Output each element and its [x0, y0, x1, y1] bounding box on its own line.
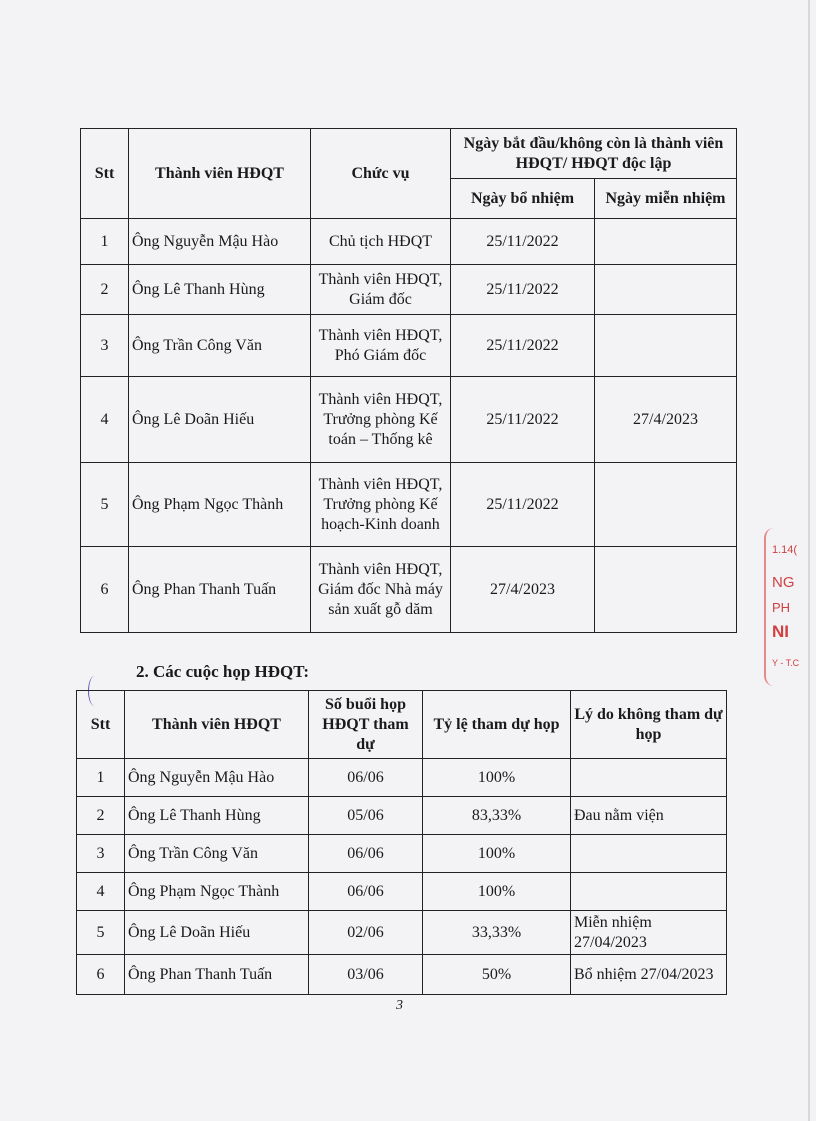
table-row: [77, 873, 727, 911]
cell-rate: 50%: [423, 955, 571, 995]
cell-stt: 6: [81, 547, 129, 633]
cell-dismissed: [595, 315, 737, 377]
cell-position: Thành viên HĐQT, Giám đốc Nhà máy sản xuất gỗ dăm: [311, 547, 451, 633]
cell-appointed: 25/11/2022: [451, 265, 595, 315]
stamp-text: NI: [772, 622, 789, 641]
cell-name: Ông Lê Thanh Hùng: [125, 797, 309, 835]
stamp-text: Y - T.C: [772, 658, 800, 668]
board-meetings-table: [76, 690, 727, 995]
table-row: [77, 759, 727, 797]
header-sessions: Số buổi họp HĐQT tham dự: [309, 691, 423, 759]
cell-name: Ông Phan Thanh Tuấn: [125, 955, 309, 995]
cell-reason: Miễn nhiệm 27/04/2023: [571, 911, 727, 955]
table-row: [81, 377, 737, 463]
table-row: [81, 463, 737, 547]
cell-stt: 4: [77, 873, 125, 911]
table-row: [81, 547, 737, 633]
cell-dismissed: 27/4/2023: [595, 377, 737, 463]
table-row: [77, 955, 727, 995]
cell-name: Ông Lê Thanh Hùng: [129, 265, 311, 315]
cell-rate: 100%: [423, 873, 571, 911]
cell-position: Thành viên HĐQT, Trưởng phòng Kế toán – Thống kê: [311, 377, 451, 463]
cell-sessions: 05/06: [309, 797, 423, 835]
header-stt: Stt: [81, 129, 129, 219]
cell-sessions: 02/06: [309, 911, 423, 955]
cell-reason: [571, 873, 727, 911]
cell-stt: 5: [77, 911, 125, 955]
cell-name: Ông Phạm Ngọc Thành: [125, 873, 309, 911]
cell-sessions: 06/06: [309, 759, 423, 797]
cell-stt: 4: [81, 377, 129, 463]
cell-name: Ông Nguyễn Mậu Hào: [129, 219, 311, 265]
cell-position: Chủ tịch HĐQT: [311, 219, 451, 265]
table-row: [81, 315, 737, 377]
cell-reason: Đau nằm viện: [571, 797, 727, 835]
header-appointed: Ngày bổ nhiệm: [451, 179, 595, 219]
header-member: Thành viên HĐQT: [125, 691, 309, 759]
stamp-text: 1.14(: [772, 544, 798, 556]
cell-stt: 2: [81, 265, 129, 315]
stamp-text: PH: [772, 600, 791, 615]
cell-name: Ông Lê Doãn Hiếu: [129, 377, 311, 463]
stamp-text: NG: [772, 574, 795, 591]
cell-rate: 100%: [423, 759, 571, 797]
cell-sessions: 03/06: [309, 955, 423, 995]
cell-name: Ông Phan Thanh Tuấn: [129, 547, 311, 633]
cell-stt: 2: [77, 797, 125, 835]
cell-stt: 1: [77, 759, 125, 797]
table-header-row: [81, 129, 737, 179]
table-row: [81, 265, 737, 315]
cell-rate: 100%: [423, 835, 571, 873]
cell-name: Ông Phạm Ngọc Thành: [129, 463, 311, 547]
cell-stt: 6: [77, 955, 125, 995]
cell-name: Ông Trần Công Văn: [125, 835, 309, 873]
cell-rate: 83,33%: [423, 797, 571, 835]
cell-dismissed: [595, 265, 737, 315]
cell-dismissed: [595, 547, 737, 633]
header-dismissed: Ngày miễn nhiệm: [595, 179, 737, 219]
header-date-group: Ngày bắt đầu/không còn là thành viên HĐQT/ HĐQT độc lập: [451, 129, 737, 179]
board-members-table: [80, 128, 737, 633]
header-reason: Lý do không tham dự họp: [571, 691, 727, 759]
section-title: 2. Các cuộc họp HĐQT:: [136, 662, 309, 681]
cell-position: Thành viên HĐQT, Phó Giám đốc: [311, 315, 451, 377]
scan-edge: [808, 0, 810, 1121]
table-row: [77, 911, 727, 955]
cell-position: Thành viên HĐQT, Giám đốc: [311, 265, 451, 315]
header-member: Thành viên HĐQT: [129, 129, 311, 219]
cell-name: Ông Lê Doãn Hiếu: [125, 911, 309, 955]
cell-appointed: 25/11/2022: [451, 377, 595, 463]
table-row: [77, 797, 727, 835]
cell-appointed: 25/11/2022: [451, 315, 595, 377]
cell-appointed: 25/11/2022: [451, 219, 595, 265]
cell-rate: 33,33%: [423, 911, 571, 955]
table-header-row: [77, 691, 727, 759]
cell-sessions: 06/06: [309, 835, 423, 873]
cell-stt: 3: [81, 315, 129, 377]
page-number: 3: [396, 998, 403, 1013]
cell-stt: 5: [81, 463, 129, 547]
cell-appointed: 25/11/2022: [451, 463, 595, 547]
cell-sessions: 06/06: [309, 873, 423, 911]
cell-name: Ông Nguyễn Mậu Hào: [125, 759, 309, 797]
header-position: Chức vụ: [311, 129, 451, 219]
table-row: [81, 219, 737, 265]
cell-name: Ông Trần Công Văn: [129, 315, 311, 377]
cell-stt: 1: [81, 219, 129, 265]
header-stt: Stt: [77, 691, 125, 759]
cell-reason: [571, 835, 727, 873]
header-rate: Tỷ lệ tham dự họp: [423, 691, 571, 759]
cell-position: Thành viên HĐQT, Trưởng phòng Kế hoạch-Kinh doanh: [311, 463, 451, 547]
table-row: [77, 835, 727, 873]
cell-stt: 3: [77, 835, 125, 873]
cell-reason: Bổ nhiệm 27/04/2023: [571, 955, 727, 995]
cell-dismissed: [595, 219, 737, 265]
cell-appointed: 27/4/2023: [451, 547, 595, 633]
cell-reason: [571, 759, 727, 797]
cell-dismissed: [595, 463, 737, 547]
